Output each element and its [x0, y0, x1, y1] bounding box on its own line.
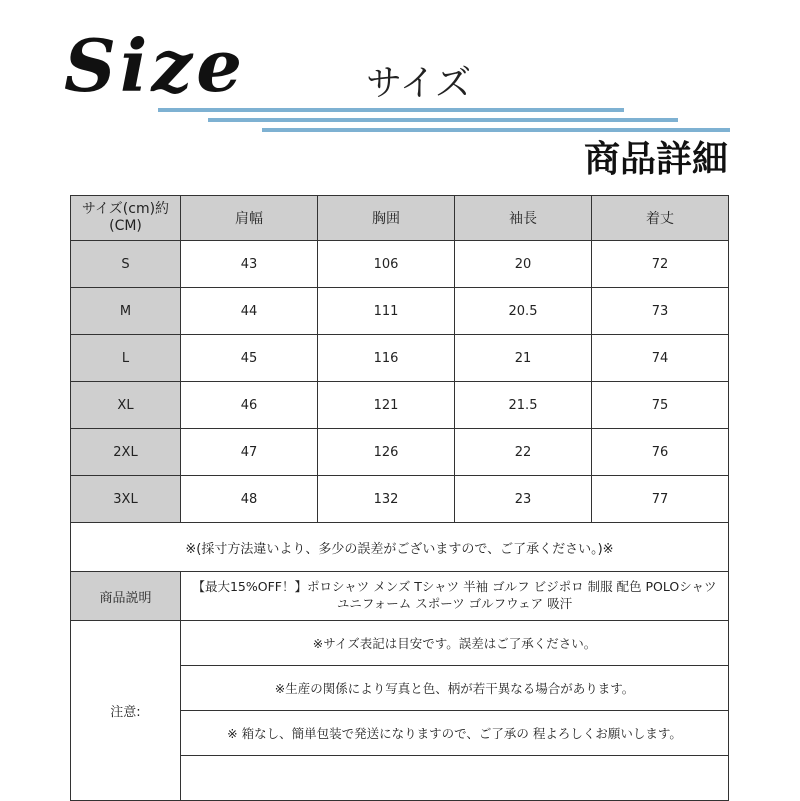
decorative-line — [262, 128, 730, 132]
table-cell: 21 — [455, 335, 592, 382]
table-cell: 44 — [181, 288, 318, 335]
caution-item: ※ 箱なし、簡単包装で発送になりますので、ご了承の 程よろしくお願いします。 — [181, 711, 729, 756]
table-cell: 20.5 — [455, 288, 592, 335]
measurement-note: ※(採寸方法違いより、多少の誤差がございますので、ご了承ください。)※ — [71, 523, 729, 572]
size-table — [70, 195, 729, 801]
table-cell: 48 — [181, 476, 318, 523]
table-row — [71, 335, 729, 382]
table-cell: 23 — [455, 476, 592, 523]
table-row — [71, 476, 729, 523]
description-text: 【最大15%OFF！】ポロシャツ メンズ Tシャツ 半袖 ゴルフ ビジポロ 制服 配色 POLOシャツ ユニフォーム スポーツ ゴルフウェア 吸汗 — [181, 572, 729, 621]
table-row — [71, 382, 729, 429]
table-cell: 47 — [181, 429, 318, 476]
size-logo: Size — [64, 23, 247, 108]
table-cell: 73 — [592, 288, 729, 335]
table-header-row — [71, 196, 729, 241]
table-row — [71, 429, 729, 476]
table-cell: 132 — [318, 476, 455, 523]
description-label: 商品説明 — [71, 572, 181, 621]
caution-row — [71, 621, 729, 666]
column-header-shoulder: 肩幅 — [181, 196, 318, 241]
size-label: 2XL — [71, 429, 181, 476]
size-label: M — [71, 288, 181, 335]
table-cell: 43 — [181, 241, 318, 288]
description-row — [71, 572, 729, 621]
table-cell: 46 — [181, 382, 318, 429]
table-cell: 121 — [318, 382, 455, 429]
table-cell: 75 — [592, 382, 729, 429]
page-title: 商品詳細 — [583, 139, 728, 180]
table-cell: 126 — [318, 429, 455, 476]
table-cell: 72 — [592, 241, 729, 288]
column-header-sleeve: 袖長 — [455, 196, 592, 241]
caution-label: 注意: — [71, 621, 181, 801]
table-row — [71, 241, 729, 288]
table-cell: 22 — [455, 429, 592, 476]
caution-item-empty — [181, 756, 729, 801]
size-label: L — [71, 335, 181, 382]
table-cell: 74 — [592, 335, 729, 382]
table-note-row — [71, 523, 729, 572]
table-cell: 111 — [318, 288, 455, 335]
size-label: 3XL — [71, 476, 181, 523]
column-header-length: 着丈 — [592, 196, 729, 241]
size-label: XL — [71, 382, 181, 429]
table-cell: 77 — [592, 476, 729, 523]
table-cell: 20 — [455, 241, 592, 288]
caution-item: ※生産の関係により写真と色、柄が若干異なる場合があります。 — [181, 666, 729, 711]
table-row — [71, 288, 729, 335]
size-label: S — [71, 241, 181, 288]
table-cell: 76 — [592, 429, 729, 476]
table-cell: 21.5 — [455, 382, 592, 429]
page-subtitle: サイズ — [366, 63, 472, 104]
corner-label: サイズ(cm)約(CM) — [71, 196, 181, 241]
column-header-chest: 胸囲 — [318, 196, 455, 241]
decorative-line — [158, 108, 624, 112]
caution-item: ※サイズ表記は目安です。誤差はご了承ください。 — [181, 621, 729, 666]
table-cell: 106 — [318, 241, 455, 288]
table-cell: 45 — [181, 335, 318, 382]
decorative-line — [208, 118, 678, 122]
table-cell: 116 — [318, 335, 455, 382]
